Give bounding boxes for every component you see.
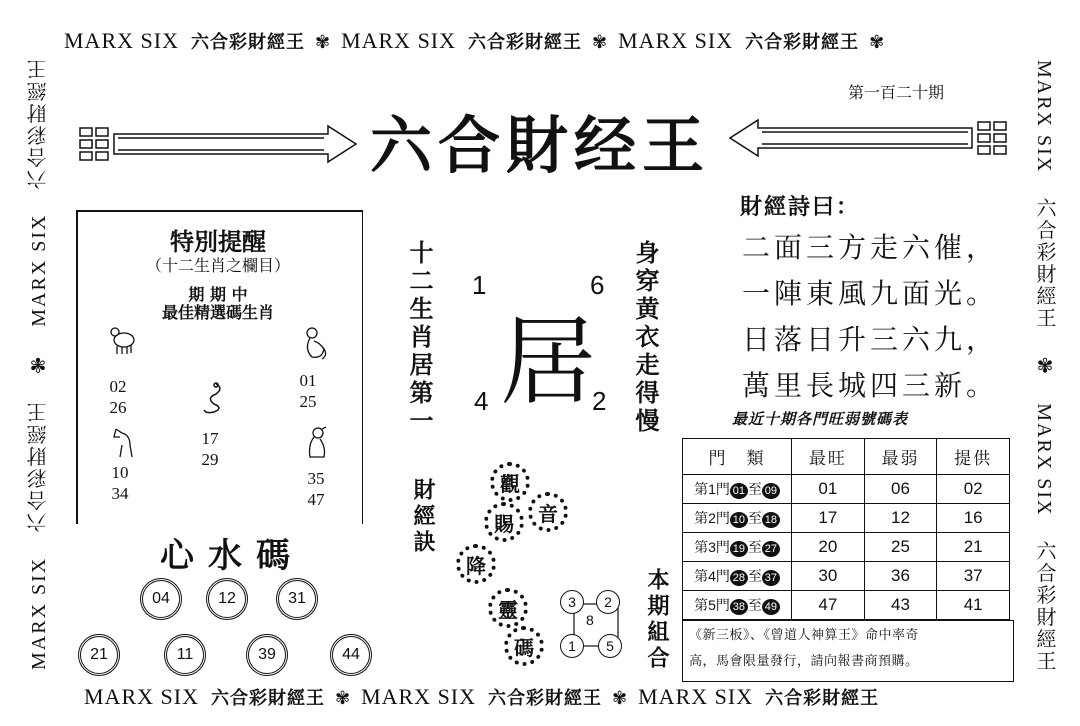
lucky-number-ball: 44 [330, 634, 372, 676]
lucky-number-ball: 04 [140, 578, 182, 620]
brand-cn: 六合彩財經王 [210, 688, 325, 709]
brand-cn: 六合彩財經王 [468, 32, 583, 53]
range-end: 27 [762, 541, 780, 557]
range-start: 38 [730, 599, 748, 615]
reminder-line: 期 期 中 [188, 285, 248, 304]
stone-char: 降 [456, 544, 496, 584]
combo-label: 本期組合 [644, 568, 670, 672]
knot-icon: ✾ [592, 32, 609, 53]
brand-cn: 六合彩財經王 [28, 400, 50, 533]
max-cell: 30 [792, 561, 865, 590]
range-start: 01 [730, 483, 748, 499]
lucky-number-ball: 31 [276, 578, 318, 620]
water-numbers-title: 心水碼 [160, 536, 304, 576]
right-border-banner [1030, 60, 1061, 680]
zodiac-number-pair [296, 468, 336, 510]
knot-icon: ✾ [612, 688, 629, 709]
brand-en: MARX SIX [1033, 60, 1055, 174]
brand-en: MARX SIX [361, 684, 477, 709]
stone-char: 觀 [490, 462, 530, 502]
table-header-row [683, 439, 1010, 475]
snake-icon [198, 380, 228, 416]
notice-line: 《新三板》、《曾道人神算王》命中率奇 [689, 628, 920, 643]
tip-cell: 37 [937, 561, 1010, 590]
tip-cell: 02 [937, 474, 1010, 503]
corner-number: 4 [474, 386, 489, 416]
range-end: 37 [762, 570, 780, 586]
number: 47 [307, 490, 325, 509]
zodiac-number-pair [288, 370, 328, 412]
brand-cn: 六合彩財經王 [1033, 197, 1055, 330]
stone-char: 靈 [488, 588, 528, 628]
range-start: 19 [730, 541, 748, 557]
main-title: 六合財经王 [369, 109, 710, 182]
reminder-title: 特別提醒 [170, 227, 266, 256]
table-caption: 最近十期各門旺弱號碼表 [732, 410, 909, 428]
corner-number: 2 [592, 386, 607, 416]
combo-number: 1 [560, 634, 584, 658]
to-word: 至 [747, 567, 762, 584]
lucky-number-ball: 12 [206, 578, 248, 620]
brand-en: MARX SIX [341, 28, 457, 53]
brand-en: MARX SIX [84, 684, 199, 709]
stone-char: 碼 [504, 626, 544, 666]
stone-char: 賜 [484, 502, 524, 542]
column-header: 最旺 [792, 439, 865, 475]
gate-cell [683, 590, 792, 619]
bottom-border-banner [78, 684, 885, 710]
max-cell: 17 [792, 503, 865, 532]
brand-cn: 六合彩財經王 [765, 688, 880, 709]
zodiac-clue-vertical: 十二生肖居第一 [405, 240, 434, 436]
brand-en: MARX SIX [638, 684, 754, 709]
to-word: 至 [747, 596, 762, 613]
dog-icon [300, 425, 330, 461]
gate-label: 第4門 [694, 567, 730, 584]
lucky-number-ball: 11 [164, 634, 206, 676]
zodiac-number-pair [190, 428, 230, 470]
table-row [683, 474, 1010, 503]
min-cell: 06 [864, 474, 937, 503]
combo-number: 5 [598, 634, 622, 658]
gate-cell [683, 474, 792, 503]
brand-en: MARX SIX [1033, 403, 1055, 517]
column-header: 門 類 [683, 439, 792, 475]
monkey-icon [300, 325, 330, 361]
combo-number: 3 [560, 590, 584, 614]
gate-label: 第1門 [694, 480, 730, 497]
combo-center-number: 8 [586, 612, 594, 628]
zodiac-number-pair [98, 376, 138, 418]
range-end: 49 [762, 599, 780, 615]
max-cell: 01 [792, 474, 865, 503]
number: 25 [299, 392, 317, 411]
number: 10 [111, 463, 129, 482]
min-cell: 43 [864, 590, 937, 619]
to-word: 至 [747, 509, 762, 526]
arrow-right-icon [78, 124, 358, 164]
zodiac-number-pair [100, 462, 140, 504]
poem-heading: 財經詩曰： [740, 194, 861, 220]
range-start: 10 [730, 512, 748, 528]
table-row [683, 590, 1010, 619]
table-row [683, 561, 1010, 590]
brand-cn: 六合彩財經王 [28, 57, 50, 190]
knot-icon: ✾ [1033, 353, 1055, 380]
poem-line: 一陣東風九面光。 [742, 277, 999, 310]
number: 01 [299, 371, 317, 390]
notice-box [682, 620, 1014, 682]
poem-line: 二面三方走六催， [742, 231, 999, 264]
arrow-left-icon [728, 118, 1008, 158]
issue-number: 第一百二十期 [848, 83, 945, 102]
knot-icon: ✾ [28, 350, 50, 377]
brand-cn: 六合彩財經王 [745, 32, 860, 53]
number: 35 [307, 469, 325, 488]
gate-label: 第3門 [694, 538, 730, 555]
gate-label: 第2門 [694, 509, 730, 526]
brand-en: MARX SIX [618, 28, 734, 53]
gate-cell [683, 561, 792, 590]
gate-table [682, 438, 1010, 620]
column-header: 最弱 [864, 439, 937, 475]
brand-cn: 六合彩財經王 [1033, 540, 1055, 673]
center-character: 居 [500, 306, 596, 418]
min-cell: 25 [864, 532, 937, 561]
horse-icon [108, 425, 138, 461]
min-cell: 12 [864, 503, 937, 532]
brand-en: MARX SIX [28, 556, 50, 670]
stone-char: 音 [528, 492, 568, 532]
range-end: 09 [762, 483, 780, 499]
reminder-line: 最佳精選碼生肖 [161, 303, 274, 322]
tip-cell: 21 [937, 532, 1010, 561]
min-cell: 36 [864, 561, 937, 590]
brand-en: MARX SIX [64, 28, 179, 53]
table-row [683, 503, 1010, 532]
lucky-number-ball: 21 [78, 634, 120, 676]
gate-label: 第5門 [694, 596, 730, 613]
knot-icon: ✾ [314, 32, 332, 53]
secret-label: 財經訣 [410, 478, 436, 556]
range-start: 28 [730, 570, 748, 586]
table-row [683, 532, 1010, 561]
max-cell: 47 [792, 590, 865, 619]
to-word: 至 [747, 480, 762, 497]
top-border-banner [58, 28, 889, 54]
brand-en: MARX SIX [28, 213, 50, 327]
number: 17 [201, 429, 219, 448]
left-border-banner [22, 57, 53, 670]
notice-line: 高，馬會限量發行，請向報書商預購。 [689, 654, 919, 669]
knot-icon: ✾ [334, 688, 352, 709]
number: 02 [109, 377, 127, 396]
number: 34 [111, 484, 129, 503]
sheep-icon [108, 320, 138, 356]
lucky-number-ball: 39 [246, 634, 288, 676]
gate-cell [683, 532, 792, 561]
brand-cn: 六合彩財經王 [190, 32, 305, 53]
column-header: 提供 [937, 439, 1010, 475]
dress-clue-vertical: 身穿黄衣走得慢 [631, 240, 660, 436]
tip-cell: 41 [937, 590, 1010, 619]
max-cell: 20 [792, 532, 865, 561]
poem-line: 日落日升三六九， [742, 323, 999, 356]
combo-number: 2 [596, 590, 620, 614]
to-word: 至 [747, 538, 762, 555]
gate-cell [683, 503, 792, 532]
knot-icon: ✾ [869, 32, 886, 53]
tip-cell: 16 [937, 503, 1010, 532]
poem-line: 萬里長城四三新。 [742, 369, 999, 402]
reminder-subtitle: （十二生肖之欄目） [145, 256, 290, 275]
corner-number: 1 [472, 270, 487, 300]
number: 29 [201, 450, 219, 469]
range-end: 18 [762, 512, 780, 528]
brand-cn: 六合彩財經王 [488, 688, 603, 709]
number: 26 [109, 398, 127, 417]
corner-number: 6 [590, 270, 605, 300]
